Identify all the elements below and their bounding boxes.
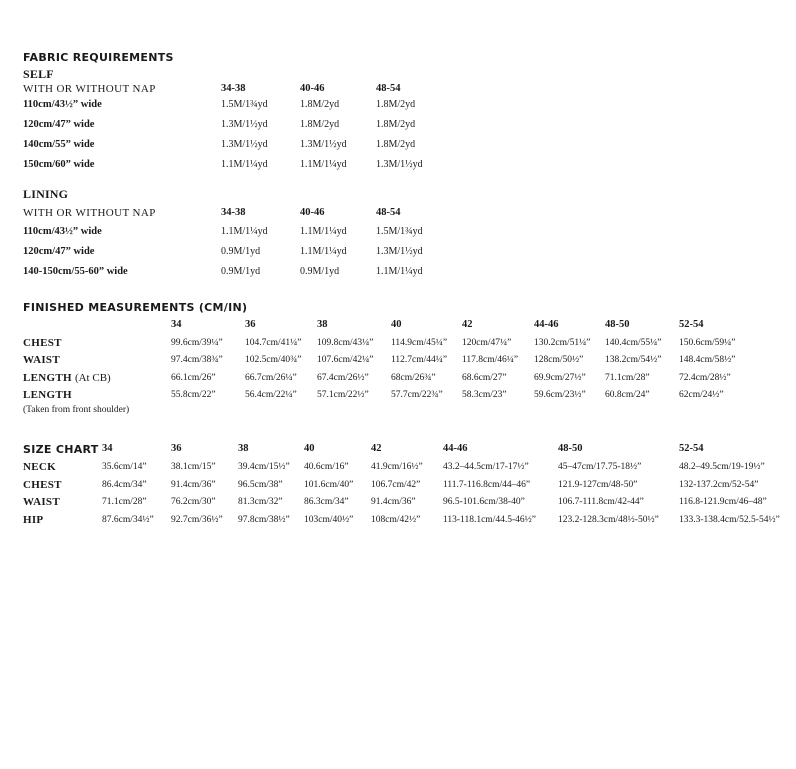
finished-measurements-title: FINISHED MEASUREMENTS (CM/IN)	[23, 301, 248, 314]
finished-cell: 150.6cm/59¼”	[679, 338, 736, 348]
size-chart-cell: 76.2cm/30”	[171, 497, 216, 507]
finished-cell: 109.8cm/43¼”	[317, 338, 374, 348]
self-cell: 1.8M/2yd	[376, 119, 416, 130]
lining-row-width: 110cm/43½” wide	[23, 226, 102, 237]
lining-row-width: 140-150cm/55-60” wide	[23, 266, 128, 277]
size-chart-cell: 87.6cm/34½”	[102, 515, 154, 525]
size-chart-row-label: NECK	[23, 461, 56, 473]
lining-cell: 1.1M/1¼yd	[300, 226, 347, 237]
self-subhead: WITH OR WITHOUT NAP	[23, 83, 156, 95]
finished-cell: 57.1cm/22½”	[317, 390, 369, 400]
size-chart-title: SIZE CHART	[23, 443, 99, 456]
size-chart-cell: 106.7-111.8cm/42-44”	[558, 497, 644, 507]
self-cell: 1.1M/1¼yd	[221, 159, 268, 170]
finished-cell: 60.8cm/24”	[605, 390, 650, 400]
finished-cell: 68.6cm/27”	[462, 373, 507, 383]
lining-cell: 1.1M/1¼yd	[376, 266, 423, 277]
self-size-col-3: 48-54	[376, 83, 401, 94]
size-chart-cell: 91.4cm/36”	[171, 480, 216, 490]
finished-size-col: 36	[245, 319, 256, 330]
size-chart-cell: 97.8cm/38½”	[238, 515, 290, 525]
size-chart-cell: 113-118.1cm/44.5-46½”	[443, 515, 536, 525]
lining-heading: LINING	[23, 187, 69, 201]
finished-row-label: LENGTH	[23, 389, 72, 401]
self-cell: 1.8M/2yd	[376, 139, 416, 150]
size-chart-cell: 108cm/42½”	[371, 515, 421, 525]
finished-cell: 148.4cm/58½”	[679, 355, 736, 365]
finished-cell: 120cm/47¼”	[462, 338, 512, 348]
lining-cell: 1.5M/1¾yd	[376, 226, 423, 237]
finished-size-col: 44-46	[534, 319, 559, 330]
lining-subhead: WITH OR WITHOUT NAP	[23, 207, 156, 219]
finished-cell: 112.7cm/44¼”	[391, 355, 448, 365]
finished-cell: 117.8cm/46¼”	[462, 355, 519, 365]
lining-cell: 0.9M/1yd	[300, 266, 340, 277]
size-chart-cell: 86.3cm/34”	[304, 497, 349, 507]
finished-cell: 99.6cm/39¼”	[171, 338, 223, 348]
size-chart-cell: 106.7cm/42”	[371, 480, 421, 490]
finished-size-col: 40	[391, 319, 402, 330]
size-chart-row-label: HIP	[23, 514, 44, 526]
finished-cell: 71.1cm/28”	[605, 373, 650, 383]
self-cell: 1.5M/1¾yd	[221, 99, 268, 110]
lining-row-width: 120cm/47” wide	[23, 246, 95, 257]
size-chart-cell: 96.5-101.6cm/38-40”	[443, 497, 525, 507]
finished-cell: 114.9cm/45¼”	[391, 338, 448, 348]
finished-row-label	[23, 372, 111, 384]
finished-cell: 104.7cm/41¼”	[245, 338, 302, 348]
size-chart-cell: 96.5cm/38”	[238, 480, 283, 490]
size-chart-cell: 86.4cm/34”	[102, 480, 147, 490]
self-cell: 1.3M/1½yd	[376, 159, 423, 170]
size-chart-cell: 91.4cm/36”	[371, 497, 416, 507]
size-chart-cell: 123.2-128.3cm/48½-50½”	[558, 515, 659, 525]
size-chart-row-label: CHEST	[23, 479, 62, 491]
finished-size-col: 48-50	[605, 319, 630, 330]
size-chart-col: 34	[102, 443, 113, 454]
finished-cell: 58.3cm/23”	[462, 390, 507, 400]
size-chart-cell: 40.6cm/16”	[304, 462, 349, 472]
finished-cell: 107.6cm/42¼”	[317, 355, 374, 365]
finished-cell: 68cm/26¾”	[391, 373, 436, 383]
size-chart-col: 44-46	[443, 443, 468, 454]
finished-size-col: 38	[317, 319, 328, 330]
finished-cell: 67.4cm/26½”	[317, 373, 369, 383]
size-chart-cell: 132-137.2cm/52-54”	[679, 480, 759, 490]
finished-cell: 55.8cm/22”	[171, 390, 216, 400]
finished-size-col: 52-54	[679, 319, 704, 330]
size-chart-row-label: WAIST	[23, 496, 60, 508]
finished-size-col: 42	[462, 319, 473, 330]
finished-cell: 57.7cm/22¾”	[391, 390, 443, 400]
size-chart-col: 40	[304, 443, 315, 454]
size-chart-cell: 43.2–44.5cm/17-17½”	[443, 462, 529, 472]
finished-size-col: 34	[171, 319, 182, 330]
lining-cell: 0.9M/1yd	[221, 266, 261, 277]
self-cell: 1.3M/1½yd	[221, 139, 268, 150]
lining-cell: 1.1M/1¼yd	[221, 226, 268, 237]
finished-cell: 72.4cm/28½”	[679, 373, 731, 383]
self-cell: 1.8M/2yd	[376, 99, 416, 110]
size-chart-cell: 92.7cm/36½”	[171, 515, 223, 525]
size-chart-cell: 38.1cm/15”	[171, 462, 216, 472]
finished-cell: 138.2cm/54½”	[605, 355, 662, 365]
size-chart-cell: 41.9cm/16½”	[371, 462, 423, 472]
self-row-width: 120cm/47” wide	[23, 119, 95, 130]
size-chart-cell: 111.7-116.8cm/44–46”	[443, 480, 531, 490]
self-cell: 1.8M/2yd	[300, 119, 340, 130]
size-chart-cell: 81.3cm/32”	[238, 497, 283, 507]
finished-cell: 102.5cm/40¾”	[245, 355, 302, 365]
self-cell: 1.3M/1½yd	[300, 139, 347, 150]
self-row-width: 150cm/60” wide	[23, 159, 95, 170]
lining-cell: 1.3M/1½yd	[376, 246, 423, 257]
finished-row-label-text: LENGTH	[23, 372, 72, 384]
finished-row-sub-note: (Taken from front shoulder)	[23, 405, 130, 415]
lining-size-col-2: 40-46	[300, 207, 325, 218]
finished-row-label: CHEST	[23, 337, 62, 349]
lining-size-col-1: 34-38	[221, 207, 246, 218]
finished-cell: 62cm/24½”	[679, 390, 724, 400]
size-chart-cell: 101.6cm/40”	[304, 480, 354, 490]
size-chart-col: 48-50	[558, 443, 583, 454]
self-row-width: 110cm/43½” wide	[23, 99, 102, 110]
self-size-col-2: 40-46	[300, 83, 325, 94]
finished-cell: 66.7cm/26¼”	[245, 373, 297, 383]
self-cell: 1.1M/1¼yd	[300, 159, 347, 170]
size-chart-col: 42	[371, 443, 382, 454]
size-chart-cell: 133.3-138.4cm/52.5-54½”	[679, 515, 780, 525]
self-cell: 1.3M/1½yd	[221, 119, 268, 130]
size-chart-col: 52-54	[679, 443, 704, 454]
finished-cell: 56.4cm/22¼”	[245, 390, 297, 400]
size-chart-cell: 71.1cm/28”	[102, 497, 147, 507]
finished-cell: 130.2cm/51¼”	[534, 338, 591, 348]
size-chart-cell: 103cm/40½”	[304, 515, 354, 525]
size-chart-cell: 48.2–49.5cm/19-19½”	[679, 462, 765, 472]
lining-cell: 0.9M/1yd	[221, 246, 261, 257]
finished-cell: 140.4cm/55¼”	[605, 338, 662, 348]
finished-cell: 59.6cm/23½”	[534, 390, 586, 400]
finished-cell: 66.1cm/26”	[171, 373, 216, 383]
self-cell: 1.8M/2yd	[300, 99, 340, 110]
finished-row-label-note: (At CB)	[74, 372, 111, 384]
finished-cell: 69.9cm/27½”	[534, 373, 586, 383]
fabric-requirements-title: FABRIC REQUIREMENTS	[23, 51, 174, 64]
finished-row-label: WAIST	[23, 354, 60, 366]
finished-cell: 128cm/50½”	[534, 355, 584, 365]
self-heading: SELF	[23, 67, 54, 81]
size-chart-cell: 39.4cm/15½”	[238, 462, 290, 472]
self-size-col-1: 34-38	[221, 83, 246, 94]
size-chart-cell: 45–47cm/17.75-18½”	[558, 462, 642, 472]
self-row-width: 140cm/55” wide	[23, 139, 95, 150]
lining-cell: 1.1M/1¼yd	[300, 246, 347, 257]
size-chart-cell: 116.8-121.9cm/46–48”	[679, 497, 767, 507]
size-chart-col: 36	[171, 443, 182, 454]
size-chart-cell: 121.9-127cm/48-50”	[558, 480, 638, 490]
finished-cell: 97.4cm/38¾”	[171, 355, 223, 365]
size-chart-col: 38	[238, 443, 249, 454]
size-chart-cell: 35.6cm/14”	[102, 462, 147, 472]
lining-size-col-3: 48-54	[376, 207, 401, 218]
